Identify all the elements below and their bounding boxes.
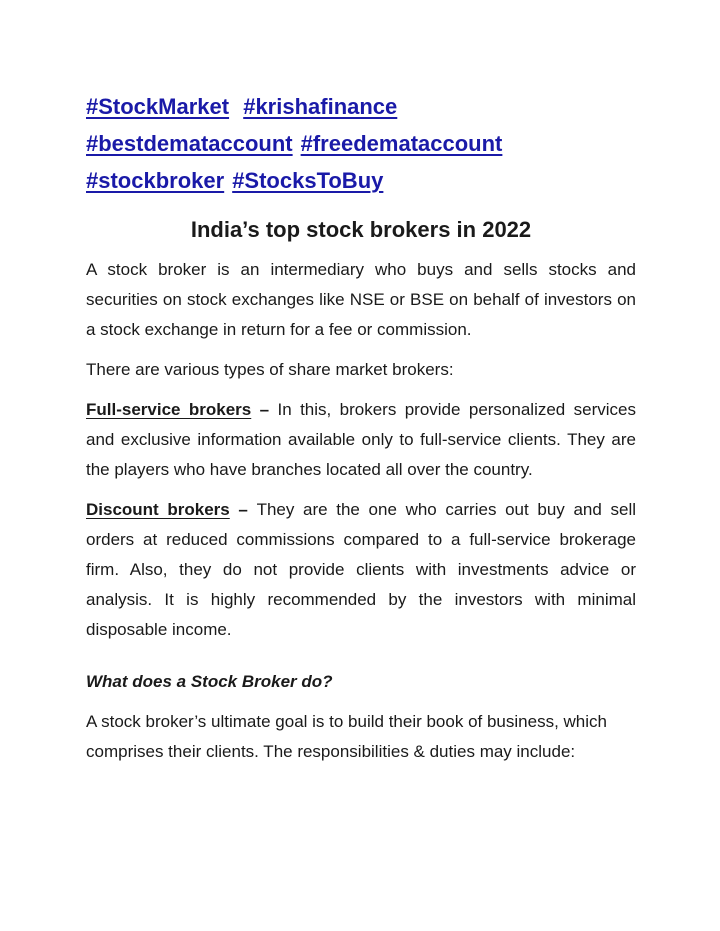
hashtag-link[interactable]: #StocksToBuy: [232, 168, 384, 193]
discount-paragraph: [86, 495, 636, 645]
discount-text: They are the one who carries out buy and sell orders at reduced commissions compared to a full-service brokerage firm. Also, they do not provide clients with investments advice or analysis. It is highly recommended by the investors with minimal disposable income.: [86, 500, 637, 639]
dash-separator: –: [229, 500, 257, 519]
hashtag-link[interactable]: #freedemataccount: [300, 131, 503, 156]
discount-term: Discount brokers: [86, 500, 230, 519]
document-page: [86, 88, 636, 767]
hashtag-link[interactable]: #stockbroker: [86, 168, 225, 193]
closing-paragraph: A stock broker’s ultimate goal is to build their book of business, which comprises their clients. The responsibilities & duties may include:: [86, 712, 607, 761]
hashtag-link[interactable]: #StockMarket: [86, 94, 230, 119]
hashtag-link[interactable]: #krishafinance: [243, 94, 398, 119]
page-title: India’s top stock brokers in 2022: [190, 217, 532, 242]
intro-paragraph: A stock broker is an intermediary who buys and sells stocks and securities on stock exchanges like NSE or BSE on behalf of investors on a stock exchange in return for a fee or commission.: [86, 260, 636, 339]
full-service-text: In this, brokers provide personalized services and exclusive information available only to full-service clients. They are the players who have branches located all over the country.: [86, 400, 636, 479]
dash-separator: –: [251, 400, 278, 419]
hashtag-list: [86, 88, 636, 199]
section-subheading: What does a Stock Broker do?: [86, 672, 333, 691]
full-service-paragraph: [86, 395, 636, 485]
hashtag-link[interactable]: #bestdemataccount: [86, 131, 293, 156]
full-service-term: Full-service brokers: [86, 400, 252, 419]
types-intro-paragraph: There are various types of share market brokers:: [86, 360, 454, 379]
